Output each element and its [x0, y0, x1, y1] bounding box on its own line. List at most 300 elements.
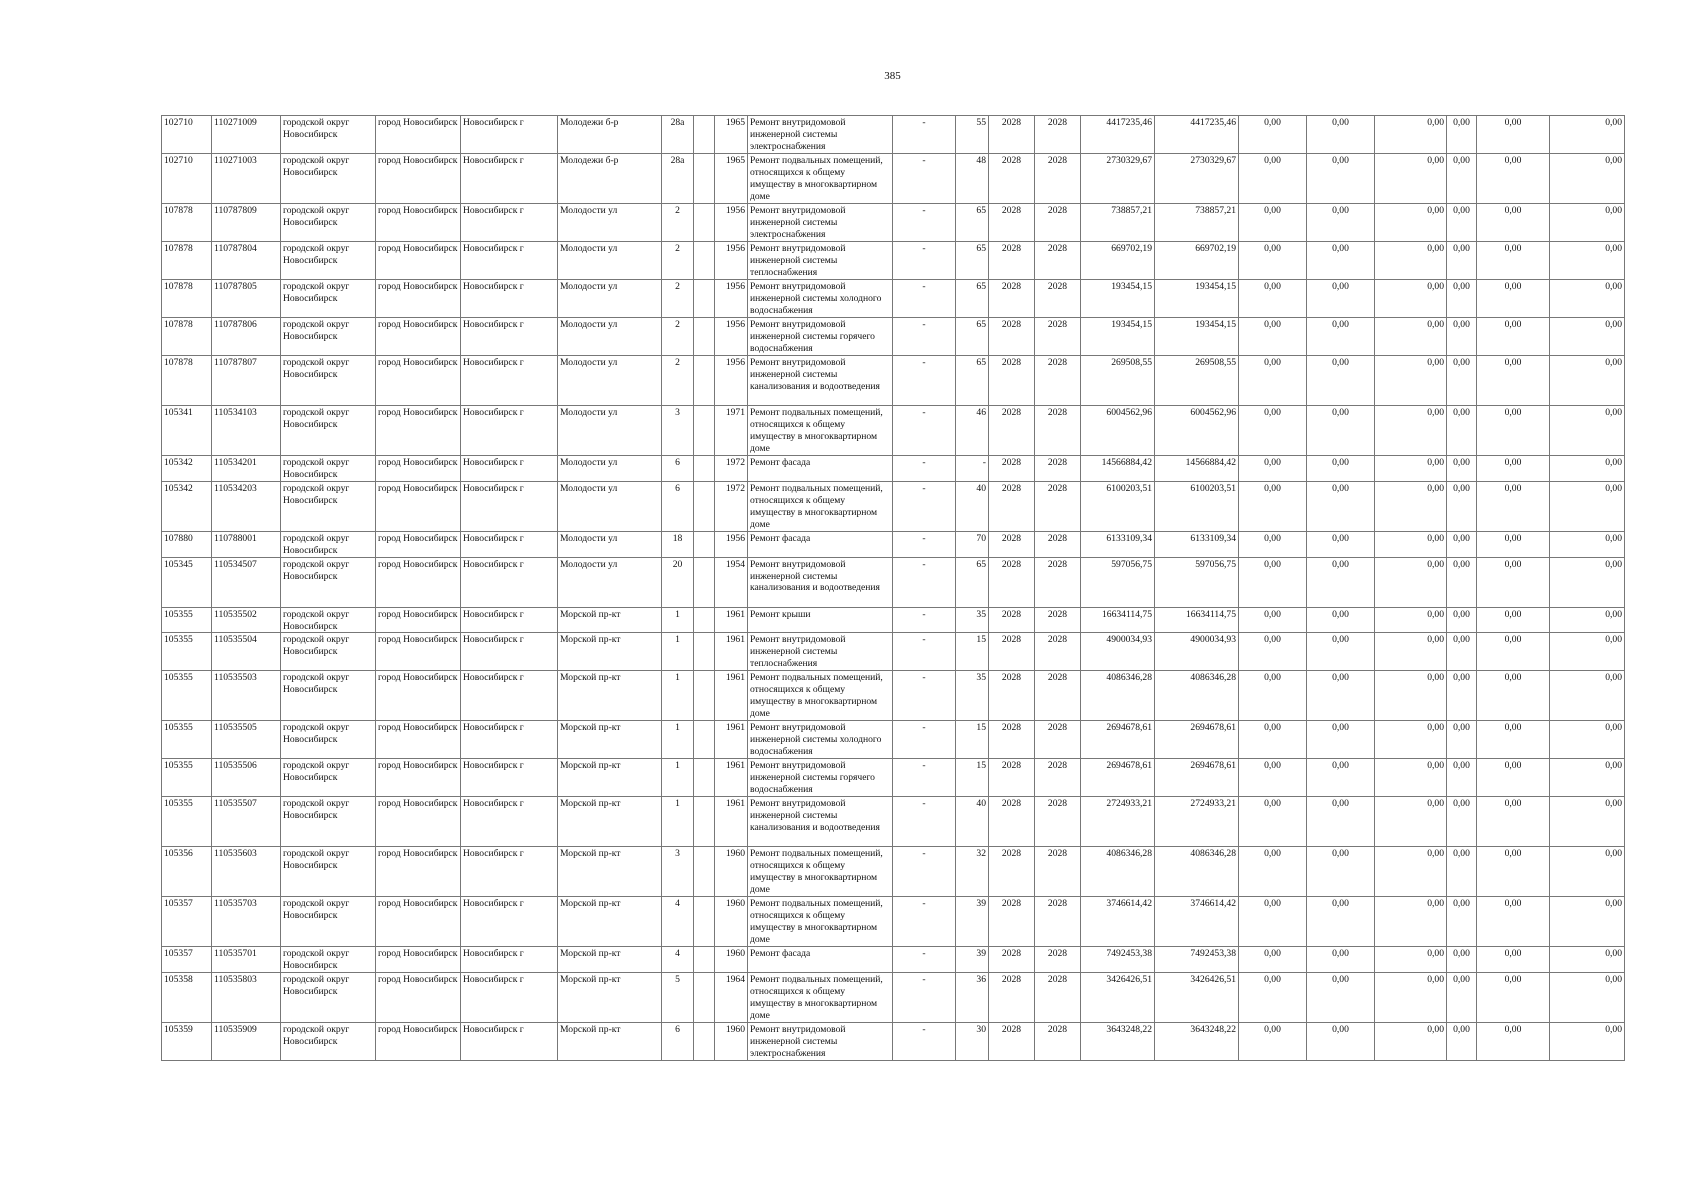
work-id-cell: 110535701: [212, 947, 281, 973]
city-cell: Новосибирск г: [461, 759, 558, 797]
house-number-cell: 2: [662, 318, 694, 356]
plan-year-cell: 2028: [989, 481, 1035, 531]
year-built-cell: 1960: [715, 1023, 748, 1061]
work-type-cell: Ремонт внутридомовой инженерной системы теплоснабжения: [748, 633, 893, 671]
cost-total-cell: 7492453,38: [1081, 947, 1155, 973]
wear-percent-cell: 40: [956, 797, 989, 847]
year-built-cell: 1956: [715, 242, 748, 280]
street-cell: Молодости ул: [558, 356, 662, 406]
table-row: [162, 557, 1625, 607]
street-cell: Молодости ул: [558, 406, 662, 456]
table-row: [162, 633, 1625, 671]
cost-federal-cell: 0,00: [1239, 607, 1307, 633]
corpus-cell: [694, 280, 715, 318]
year-built-cell: 1961: [715, 797, 748, 847]
cost-other-cell: 0,00: [1447, 1023, 1477, 1061]
house-id-cell: 105358: [162, 973, 212, 1023]
cost-owners-cell: 0,00: [1477, 406, 1550, 456]
unit-cell: -: [893, 318, 956, 356]
work-id-cell: 110535503: [212, 671, 281, 721]
corpus-cell: [694, 671, 715, 721]
work-id-cell: 110787807: [212, 356, 281, 406]
cost-regional-cell: 0,00: [1307, 204, 1375, 242]
wear-percent-cell: 15: [956, 633, 989, 671]
cost-municipal-cell: 0,00: [1375, 242, 1447, 280]
work-type-cell: Ремонт внутридомовой инженерной системы электроснабжения: [748, 116, 893, 154]
corpus-cell: [694, 318, 715, 356]
work-type-cell: Ремонт подвальных помещений, относящихся к общему имуществу в многоквартирном доме: [748, 154, 893, 204]
district-cell: городской округ Новосибирск: [281, 607, 376, 633]
cost-fund-cell: 2694678,61: [1155, 721, 1239, 759]
district-cell: городской округ Новосибирск: [281, 797, 376, 847]
cost-municipal-cell: 0,00: [1375, 116, 1447, 154]
work-type-cell: Ремонт внутридомовой инженерной системы теплоснабжения: [748, 242, 893, 280]
cost-regional-cell: 0,00: [1307, 671, 1375, 721]
table-row: [162, 847, 1625, 897]
cost-other-cell: 0,00: [1447, 973, 1477, 1023]
work-type-cell: Ремонт крыши: [748, 607, 893, 633]
cost-regional-cell: 0,00: [1307, 557, 1375, 607]
cost-total-cell: 3746614,42: [1081, 897, 1155, 947]
wear-percent-cell: 35: [956, 607, 989, 633]
plan-year-cell: 2028: [989, 531, 1035, 557]
year-built-cell: 1960: [715, 847, 748, 897]
settlement-cell: город Новосибирск: [376, 531, 461, 557]
cost-extra-cell: 0,00: [1550, 406, 1625, 456]
unit-cell: -: [893, 847, 956, 897]
cost-other-cell: 0,00: [1447, 204, 1477, 242]
year-built-cell: 1961: [715, 671, 748, 721]
work-type-cell: Ремонт фасада: [748, 456, 893, 482]
cost-owners-cell: 0,00: [1477, 797, 1550, 847]
street-cell: Морской пр-кт: [558, 671, 662, 721]
cost-owners-cell: 0,00: [1477, 847, 1550, 897]
house-number-cell: 2: [662, 280, 694, 318]
wear-percent-cell: 65: [956, 204, 989, 242]
year-built-cell: 1971: [715, 406, 748, 456]
settlement-cell: город Новосибирск: [376, 116, 461, 154]
cost-extra-cell: 0,00: [1550, 897, 1625, 947]
work-type-cell: Ремонт подвальных помещений, относящихся к общему имуществу в многоквартирном доме: [748, 973, 893, 1023]
actual-year-cell: 2028: [1035, 797, 1081, 847]
cost-municipal-cell: 0,00: [1375, 607, 1447, 633]
actual-year-cell: 2028: [1035, 973, 1081, 1023]
cost-federal-cell: 0,00: [1239, 481, 1307, 531]
cost-regional-cell: 0,00: [1307, 947, 1375, 973]
cost-total-cell: 14566884,42: [1081, 456, 1155, 482]
plan-year-cell: 2028: [989, 671, 1035, 721]
actual-year-cell: 2028: [1035, 318, 1081, 356]
cost-other-cell: 0,00: [1447, 633, 1477, 671]
cost-total-cell: 6004562,96: [1081, 406, 1155, 456]
district-cell: городской округ Новосибирск: [281, 116, 376, 154]
district-cell: городской округ Новосибирск: [281, 897, 376, 947]
district-cell: городской округ Новосибирск: [281, 557, 376, 607]
cost-extra-cell: 0,00: [1550, 116, 1625, 154]
cost-extra-cell: 0,00: [1550, 242, 1625, 280]
cost-owners-cell: 0,00: [1477, 242, 1550, 280]
cost-municipal-cell: 0,00: [1375, 1023, 1447, 1061]
house-id-cell: 107878: [162, 280, 212, 318]
street-cell: Морской пр-кт: [558, 847, 662, 897]
cost-federal-cell: 0,00: [1239, 242, 1307, 280]
wear-percent-cell: 65: [956, 242, 989, 280]
cost-federal-cell: 0,00: [1239, 456, 1307, 482]
actual-year-cell: 2028: [1035, 721, 1081, 759]
district-cell: городской округ Новосибирск: [281, 318, 376, 356]
district-cell: городской округ Новосибирск: [281, 1023, 376, 1061]
city-cell: Новосибирск г: [461, 633, 558, 671]
cost-municipal-cell: 0,00: [1375, 897, 1447, 947]
year-built-cell: 1972: [715, 481, 748, 531]
actual-year-cell: 2028: [1035, 557, 1081, 607]
cost-total-cell: 2730329,67: [1081, 154, 1155, 204]
house-id-cell: 105355: [162, 797, 212, 847]
cost-municipal-cell: 0,00: [1375, 797, 1447, 847]
cost-owners-cell: 0,00: [1477, 154, 1550, 204]
page-number: 385: [884, 70, 901, 82]
cost-other-cell: 0,00: [1447, 797, 1477, 847]
cost-fund-cell: 6004562,96: [1155, 406, 1239, 456]
plan-year-cell: 2028: [989, 356, 1035, 406]
year-built-cell: 1965: [715, 154, 748, 204]
plan-year-cell: 2028: [989, 204, 1035, 242]
wear-percent-cell: 35: [956, 671, 989, 721]
city-cell: Новосибирск г: [461, 280, 558, 318]
cost-total-cell: 269508,55: [1081, 356, 1155, 406]
year-built-cell: 1954: [715, 557, 748, 607]
cost-regional-cell: 0,00: [1307, 897, 1375, 947]
actual-year-cell: 2028: [1035, 897, 1081, 947]
cost-extra-cell: 0,00: [1550, 973, 1625, 1023]
cost-total-cell: 4417235,46: [1081, 116, 1155, 154]
cost-extra-cell: 0,00: [1550, 318, 1625, 356]
cost-regional-cell: 0,00: [1307, 116, 1375, 154]
street-cell: Морской пр-кт: [558, 607, 662, 633]
cost-municipal-cell: 0,00: [1375, 531, 1447, 557]
district-cell: городской округ Новосибирск: [281, 204, 376, 242]
cost-owners-cell: 0,00: [1477, 204, 1550, 242]
cost-extra-cell: 0,00: [1550, 721, 1625, 759]
work-id-cell: 110535507: [212, 797, 281, 847]
street-cell: Молодости ул: [558, 531, 662, 557]
corpus-cell: [694, 356, 715, 406]
house-number-cell: 3: [662, 847, 694, 897]
corpus-cell: [694, 947, 715, 973]
house-id-cell: 105356: [162, 847, 212, 897]
plan-year-cell: 2028: [989, 759, 1035, 797]
cost-other-cell: 0,00: [1447, 356, 1477, 406]
street-cell: Молодежи б-р: [558, 154, 662, 204]
work-type-cell: Ремонт фасада: [748, 947, 893, 973]
cost-municipal-cell: 0,00: [1375, 847, 1447, 897]
city-cell: Новосибирск г: [461, 531, 558, 557]
cost-federal-cell: 0,00: [1239, 280, 1307, 318]
work-id-cell: 110787809: [212, 204, 281, 242]
settlement-cell: город Новосибирск: [376, 204, 461, 242]
table-row: [162, 406, 1625, 456]
actual-year-cell: 2028: [1035, 607, 1081, 633]
cost-total-cell: 4086346,28: [1081, 671, 1155, 721]
plan-year-cell: 2028: [989, 318, 1035, 356]
cost-municipal-cell: 0,00: [1375, 154, 1447, 204]
corpus-cell: [694, 607, 715, 633]
plan-year-cell: 2028: [989, 1023, 1035, 1061]
unit-cell: -: [893, 280, 956, 318]
cost-extra-cell: 0,00: [1550, 797, 1625, 847]
city-cell: Новосибирск г: [461, 481, 558, 531]
cost-extra-cell: 0,00: [1550, 759, 1625, 797]
cost-federal-cell: 0,00: [1239, 356, 1307, 406]
actual-year-cell: 2028: [1035, 242, 1081, 280]
actual-year-cell: 2028: [1035, 154, 1081, 204]
work-type-cell: Ремонт подвальных помещений, относящихся к общему имуществу в многоквартирном доме: [748, 481, 893, 531]
house-number-cell: 1: [662, 671, 694, 721]
year-built-cell: 1956: [715, 204, 748, 242]
settlement-cell: город Новосибирск: [376, 154, 461, 204]
cost-municipal-cell: 0,00: [1375, 633, 1447, 671]
street-cell: Морской пр-кт: [558, 1023, 662, 1061]
actual-year-cell: 2028: [1035, 406, 1081, 456]
plan-year-cell: 2028: [989, 847, 1035, 897]
house-number-cell: 20: [662, 557, 694, 607]
house-id-cell: 105355: [162, 721, 212, 759]
cost-fund-cell: 193454,15: [1155, 280, 1239, 318]
cost-extra-cell: 0,00: [1550, 456, 1625, 482]
work-type-cell: Ремонт подвальных помещений, относящихся к общему имуществу в многоквартирном доме: [748, 671, 893, 721]
cost-extra-cell: 0,00: [1550, 607, 1625, 633]
cost-regional-cell: 0,00: [1307, 797, 1375, 847]
house-number-cell: 4: [662, 947, 694, 973]
district-cell: городской округ Новосибирск: [281, 847, 376, 897]
city-cell: Новосибирск г: [461, 242, 558, 280]
settlement-cell: город Новосибирск: [376, 797, 461, 847]
table-row: [162, 973, 1625, 1023]
settlement-cell: город Новосибирск: [376, 242, 461, 280]
corpus-cell: [694, 797, 715, 847]
table-row: [162, 204, 1625, 242]
house-id-cell: 105355: [162, 671, 212, 721]
cost-other-cell: 0,00: [1447, 280, 1477, 318]
settlement-cell: город Новосибирск: [376, 557, 461, 607]
cost-owners-cell: 0,00: [1477, 356, 1550, 406]
cost-fund-cell: 269508,55: [1155, 356, 1239, 406]
wear-percent-cell: 70: [956, 531, 989, 557]
plan-year-cell: 2028: [989, 973, 1035, 1023]
cost-other-cell: 0,00: [1447, 557, 1477, 607]
actual-year-cell: 2028: [1035, 947, 1081, 973]
district-cell: городской округ Новосибирск: [281, 947, 376, 973]
table-row: [162, 456, 1625, 482]
house-number-cell: 1: [662, 721, 694, 759]
city-cell: Новосибирск г: [461, 671, 558, 721]
corpus-cell: [694, 557, 715, 607]
city-cell: Новосибирск г: [461, 797, 558, 847]
house-id-cell: 105342: [162, 481, 212, 531]
cost-municipal-cell: 0,00: [1375, 759, 1447, 797]
work-type-cell: Ремонт внутридомовой инженерной системы канализования и водоотведения: [748, 797, 893, 847]
settlement-cell: город Новосибирск: [376, 318, 461, 356]
year-built-cell: 1956: [715, 356, 748, 406]
street-cell: Морской пр-кт: [558, 759, 662, 797]
cost-federal-cell: 0,00: [1239, 531, 1307, 557]
plan-year-cell: 2028: [989, 116, 1035, 154]
cost-federal-cell: 0,00: [1239, 973, 1307, 1023]
cost-fund-cell: 597056,75: [1155, 557, 1239, 607]
settlement-cell: город Новосибирск: [376, 607, 461, 633]
cost-other-cell: 0,00: [1447, 242, 1477, 280]
house-number-cell: 4: [662, 897, 694, 947]
street-cell: Морской пр-кт: [558, 973, 662, 1023]
cost-owners-cell: 0,00: [1477, 897, 1550, 947]
cost-federal-cell: 0,00: [1239, 671, 1307, 721]
unit-cell: -: [893, 116, 956, 154]
cost-municipal-cell: 0,00: [1375, 557, 1447, 607]
work-id-cell: 110535506: [212, 759, 281, 797]
wear-percent-cell: 65: [956, 557, 989, 607]
street-cell: Морской пр-кт: [558, 947, 662, 973]
work-id-cell: 110535803: [212, 973, 281, 1023]
cost-fund-cell: 738857,21: [1155, 204, 1239, 242]
city-cell: Новосибирск г: [461, 973, 558, 1023]
cost-other-cell: 0,00: [1447, 456, 1477, 482]
street-cell: Морской пр-кт: [558, 721, 662, 759]
work-id-cell: 110271009: [212, 116, 281, 154]
cost-regional-cell: 0,00: [1307, 318, 1375, 356]
settlement-cell: город Новосибирск: [376, 481, 461, 531]
cost-owners-cell: 0,00: [1477, 759, 1550, 797]
city-cell: Новосибирск г: [461, 154, 558, 204]
unit-cell: -: [893, 947, 956, 973]
cost-federal-cell: 0,00: [1239, 154, 1307, 204]
city-cell: Новосибирск г: [461, 318, 558, 356]
unit-cell: -: [893, 531, 956, 557]
cost-other-cell: 0,00: [1447, 671, 1477, 721]
cost-total-cell: 597056,75: [1081, 557, 1155, 607]
cost-regional-cell: 0,00: [1307, 633, 1375, 671]
cost-total-cell: 16634114,75: [1081, 607, 1155, 633]
cost-federal-cell: 0,00: [1239, 759, 1307, 797]
work-id-cell: 110534203: [212, 481, 281, 531]
cost-municipal-cell: 0,00: [1375, 204, 1447, 242]
actual-year-cell: 2028: [1035, 280, 1081, 318]
wear-percent-cell: 65: [956, 280, 989, 318]
plan-year-cell: 2028: [989, 607, 1035, 633]
unit-cell: -: [893, 406, 956, 456]
cost-municipal-cell: 0,00: [1375, 481, 1447, 531]
cost-other-cell: 0,00: [1447, 116, 1477, 154]
wear-percent-cell: 40: [956, 481, 989, 531]
cost-municipal-cell: 0,00: [1375, 973, 1447, 1023]
settlement-cell: город Новосибирск: [376, 671, 461, 721]
table-row: [162, 116, 1625, 154]
settlement-cell: город Новосибирск: [376, 721, 461, 759]
street-cell: Морской пр-кт: [558, 797, 662, 847]
wear-percent-cell: 46: [956, 406, 989, 456]
actual-year-cell: 2028: [1035, 456, 1081, 482]
work-id-cell: 110535502: [212, 607, 281, 633]
cost-extra-cell: 0,00: [1550, 557, 1625, 607]
settlement-cell: город Новосибирск: [376, 897, 461, 947]
unit-cell: -: [893, 671, 956, 721]
corpus-cell: [694, 406, 715, 456]
work-id-cell: 110787806: [212, 318, 281, 356]
house-number-cell: 5: [662, 973, 694, 1023]
cost-total-cell: 2694678,61: [1081, 721, 1155, 759]
house-id-cell: 107878: [162, 318, 212, 356]
work-id-cell: 110535505: [212, 721, 281, 759]
house-id-cell: 107880: [162, 531, 212, 557]
house-number-cell: 2: [662, 204, 694, 242]
house-id-cell: 105355: [162, 633, 212, 671]
plan-year-cell: 2028: [989, 721, 1035, 759]
street-cell: Морской пр-кт: [558, 897, 662, 947]
corpus-cell: [694, 973, 715, 1023]
table-row: [162, 154, 1625, 204]
plan-year-cell: 2028: [989, 947, 1035, 973]
corpus-cell: [694, 897, 715, 947]
cost-municipal-cell: 0,00: [1375, 406, 1447, 456]
actual-year-cell: 2028: [1035, 671, 1081, 721]
cost-owners-cell: 0,00: [1477, 116, 1550, 154]
plan-year-cell: 2028: [989, 633, 1035, 671]
work-type-cell: Ремонт внутридомовой инженерной системы электроснабжения: [748, 204, 893, 242]
table-row: [162, 280, 1625, 318]
actual-year-cell: 2028: [1035, 1023, 1081, 1061]
actual-year-cell: 2028: [1035, 204, 1081, 242]
wear-percent-cell: 65: [956, 318, 989, 356]
street-cell: Молодости ул: [558, 318, 662, 356]
table-row: [162, 797, 1625, 847]
year-built-cell: 1956: [715, 531, 748, 557]
plan-year-cell: 2028: [989, 456, 1035, 482]
cost-fund-cell: 4417235,46: [1155, 116, 1239, 154]
cost-owners-cell: 0,00: [1477, 531, 1550, 557]
city-cell: Новосибирск г: [461, 607, 558, 633]
cost-owners-cell: 0,00: [1477, 456, 1550, 482]
table-row: [162, 1023, 1625, 1061]
cost-municipal-cell: 0,00: [1375, 671, 1447, 721]
table-row: [162, 242, 1625, 280]
cost-regional-cell: 0,00: [1307, 607, 1375, 633]
cost-federal-cell: 0,00: [1239, 318, 1307, 356]
wear-percent-cell: -: [956, 456, 989, 482]
cost-regional-cell: 0,00: [1307, 154, 1375, 204]
cost-total-cell: 738857,21: [1081, 204, 1155, 242]
district-cell: городской округ Новосибирск: [281, 531, 376, 557]
cost-owners-cell: 0,00: [1477, 318, 1550, 356]
cost-total-cell: 669702,19: [1081, 242, 1155, 280]
district-cell: городской округ Новосибирск: [281, 280, 376, 318]
cost-regional-cell: 0,00: [1307, 721, 1375, 759]
house-id-cell: 102710: [162, 116, 212, 154]
city-cell: Новосибирск г: [461, 1023, 558, 1061]
cost-owners-cell: 0,00: [1477, 947, 1550, 973]
cost-extra-cell: 0,00: [1550, 154, 1625, 204]
cost-fund-cell: 4900034,93: [1155, 633, 1239, 671]
cost-fund-cell: 14566884,42: [1155, 456, 1239, 482]
cost-extra-cell: 0,00: [1550, 671, 1625, 721]
settlement-cell: город Новосибирск: [376, 973, 461, 1023]
wear-percent-cell: 39: [956, 897, 989, 947]
wear-percent-cell: 30: [956, 1023, 989, 1061]
cost-federal-cell: 0,00: [1239, 1023, 1307, 1061]
cost-owners-cell: 0,00: [1477, 973, 1550, 1023]
house-number-cell: 1: [662, 797, 694, 847]
house-id-cell: 105342: [162, 456, 212, 482]
unit-cell: -: [893, 456, 956, 482]
cost-fund-cell: 193454,15: [1155, 318, 1239, 356]
